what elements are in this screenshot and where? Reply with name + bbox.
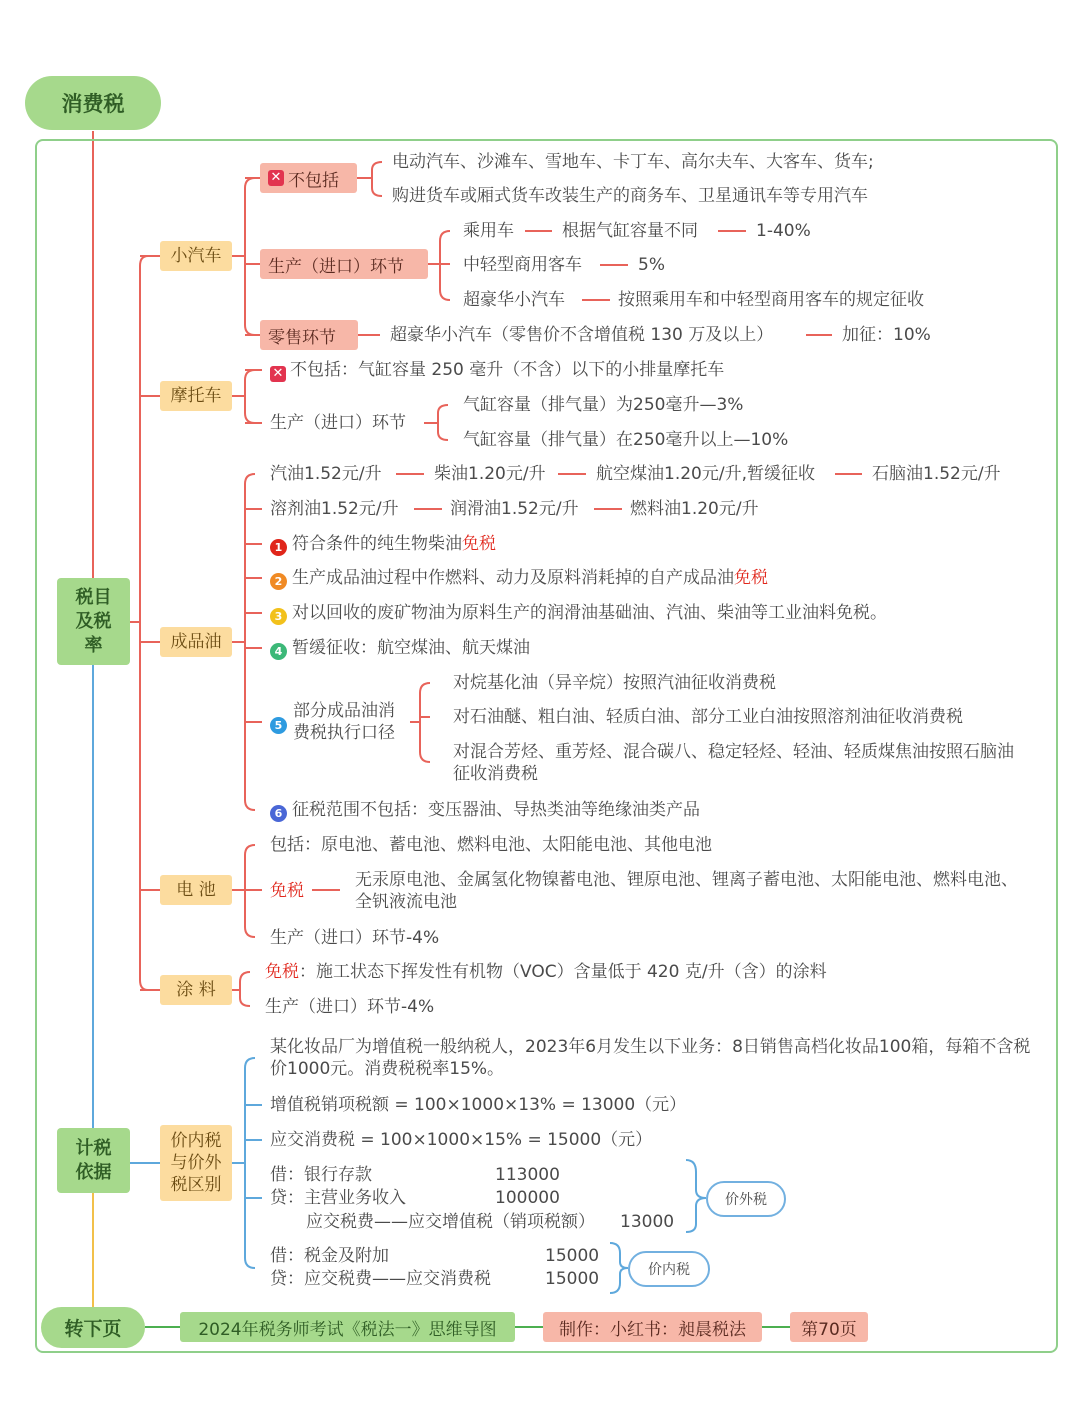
- category-battery: 电 池: [160, 875, 232, 905]
- number-4-icon: 4: [270, 643, 287, 660]
- paint-exempt: 免税：施工状态下挥发性有机物（VOC）含量低于 420 克/升（含）的涂料: [265, 962, 827, 982]
- oil-naphtha: 石脑油1.52元/升: [872, 464, 1001, 484]
- category-paint: 涂 料: [160, 975, 232, 1005]
- oil-item-5-icon-wrap: [270, 711, 292, 734]
- oil-item-5c: 对混合芳烃、重芳烃、混合碳八、稳定轻烃、轻油、轻质煤焦油按照石脑油征收消费税: [453, 742, 1014, 784]
- tag-inside-price: 价内税: [628, 1251, 710, 1287]
- battery-includes: 包括：原电池、蓄电池、燃料电池、太阳能电池、其他电池: [270, 835, 712, 855]
- oil-item-6: 6 征税范围不包括：变压器油、导热类油等绝缘油类产品: [270, 799, 700, 822]
- number-2-icon: 2: [270, 573, 287, 590]
- oil-jet-fuel: 航空煤油1.20元/升,暂缓征收: [596, 464, 815, 484]
- car-excluded-2: 购进货车或厢式货车改装生产的商务车、卫星通讯车等专用汽车: [392, 186, 868, 206]
- category-refined-oil: 成品油: [160, 627, 232, 657]
- oil-item-2: 2 生产成品油过程中作燃料、动力及原料消耗掉的自产成品油免税: [270, 567, 768, 590]
- car-retail-rate: 加征：10%: [842, 325, 931, 345]
- car-excluded-label: 不包括: [288, 170, 339, 191]
- paint-production: 生产（进口）环节-4%: [265, 997, 435, 1017]
- category-pricing: 价内税与价外税区别: [160, 1125, 232, 1201]
- car-passenger: 乘用车: [463, 221, 514, 241]
- basis-ct-calc: 应交消费税 = 100×1000×15% = 15000（元）: [270, 1130, 653, 1150]
- car-retail-box: 零售环节: [260, 320, 358, 350]
- footer-author: 制作：小红书：昶晨税法: [543, 1312, 762, 1342]
- oil-solvent: 溶剂油1.52元/升: [270, 499, 399, 519]
- car-production-box: 生产（进口）环节: [260, 249, 428, 279]
- moto-rate-2: 气缸容量（排气量）在250毫升以上—10%: [463, 430, 789, 450]
- car-light-bus: 中轻型商用客车: [463, 255, 582, 275]
- basis-vat-calc: 增值税销项税额 = 100×1000×13% = 13000（元）: [270, 1095, 687, 1115]
- car-luxury-rule: 按照乘用车和中轻型商用客车的规定征收: [618, 290, 924, 310]
- next-page-button[interactable]: 转下页: [41, 1307, 145, 1348]
- entry1-line2-label: 贷：主营业务收入: [270, 1188, 406, 1208]
- entry1-line3-amount: 13000: [620, 1212, 675, 1232]
- moto-production: 生产（进口）环节: [270, 413, 406, 433]
- entry2-line2-label: 贷：应交税费——应交消费税: [270, 1269, 491, 1289]
- section-basis: 计税依据: [57, 1128, 130, 1193]
- category-motorcycle: 摩托车: [160, 381, 232, 411]
- number-3-icon: 3: [270, 608, 287, 625]
- car-passenger-rate: 1-40%: [756, 221, 811, 241]
- car-passenger-rule: 根据气缸容量不同: [562, 221, 698, 241]
- oil-item-5: 部分成品油消费税执行口径: [293, 701, 395, 743]
- car-luxury: 超豪华小汽车: [463, 290, 565, 310]
- entry1-line3-label: 应交税费——应交增值税（销项税额）: [306, 1212, 595, 1232]
- oil-item-5b: 对石油醚、粗白油、轻质白油、部分工业白油按照溶剂油征收消费税: [453, 707, 963, 727]
- battery-production: 生产（进口）环节-4%: [270, 928, 440, 948]
- entry1-line1-label: 借：银行存款: [270, 1165, 372, 1185]
- x-mark-icon: ✕: [270, 366, 286, 382]
- moto-rate-1: 气缸容量（排气量）为250毫升—3%: [463, 395, 744, 415]
- oil-item-5a: 对烷基化油（异辛烷）按照汽油征收消费税: [453, 673, 776, 693]
- root-title: 消费税: [25, 76, 161, 130]
- car-excluded-1: 电动汽车、沙滩车、雪地车、卡丁车、高尔夫车、大客车、货车;: [392, 152, 874, 172]
- battery-exempt-label: 免税: [270, 881, 304, 901]
- section-rates: 税目及税率: [57, 578, 130, 665]
- car-excluded-box: [260, 163, 357, 193]
- oil-gasoline: 汽油1.52元/升: [270, 464, 382, 484]
- moto-excluded: ✕ 不包括：气缸容量 250 毫升（不含）以下的小排量摩托车: [270, 359, 724, 382]
- oil-diesel: 柴油1.20元/升: [434, 464, 546, 484]
- oil-item-4: 4 暂缓征收：航空煤油、航天煤油: [270, 637, 530, 660]
- entry2-line2-amount: 15000: [545, 1269, 600, 1289]
- number-1-icon: 1: [270, 539, 287, 556]
- footer-book-title: 2024年税务师考试《税法一》思维导图: [180, 1312, 515, 1342]
- entry2-line1-amount: 15000: [545, 1246, 600, 1266]
- entry2-line1-label: 借：税金及附加: [270, 1246, 389, 1266]
- oil-item-1: 1 符合条件的纯生物柴油免税: [270, 533, 496, 556]
- oil-fuel-oil: 燃料油1.20元/升: [630, 499, 759, 519]
- car-light-bus-rate: 5%: [638, 255, 665, 275]
- entry1-line2-amount: 100000: [495, 1188, 560, 1208]
- car-retail-rule: 超豪华小汽车（零售价不含增值税 130 万及以上）: [390, 325, 774, 345]
- x-mark-icon: ✕: [268, 170, 284, 186]
- tag-outside-price: 价外税: [706, 1181, 786, 1217]
- number-5-icon: 5: [270, 717, 287, 734]
- entry1-line1-amount: 113000: [495, 1165, 560, 1185]
- category-car: 小汽车: [160, 241, 232, 271]
- footer-page-number: 第70页: [790, 1312, 868, 1342]
- battery-exempt-text: 无汞原电池、金属氢化物镍蓄电池、锂原电池、锂离子蓄电池、太阳能电池、燃料电池、全钒液流电池: [355, 870, 1018, 912]
- oil-item-3: 3 对以回收的废矿物油为原料生产的润滑油基础油、汽油、柴油等工业油料免税。: [270, 602, 887, 625]
- oil-lubricant: 润滑油1.52元/升: [450, 499, 579, 519]
- basis-case: 某化妆品厂为增值税一般纳税人，2023年6月发生以下业务：8日销售高档化妆品100箱，每箱不含税价1000元。消费税税率15%。: [270, 1037, 1031, 1079]
- number-6-icon: 6: [270, 805, 287, 822]
